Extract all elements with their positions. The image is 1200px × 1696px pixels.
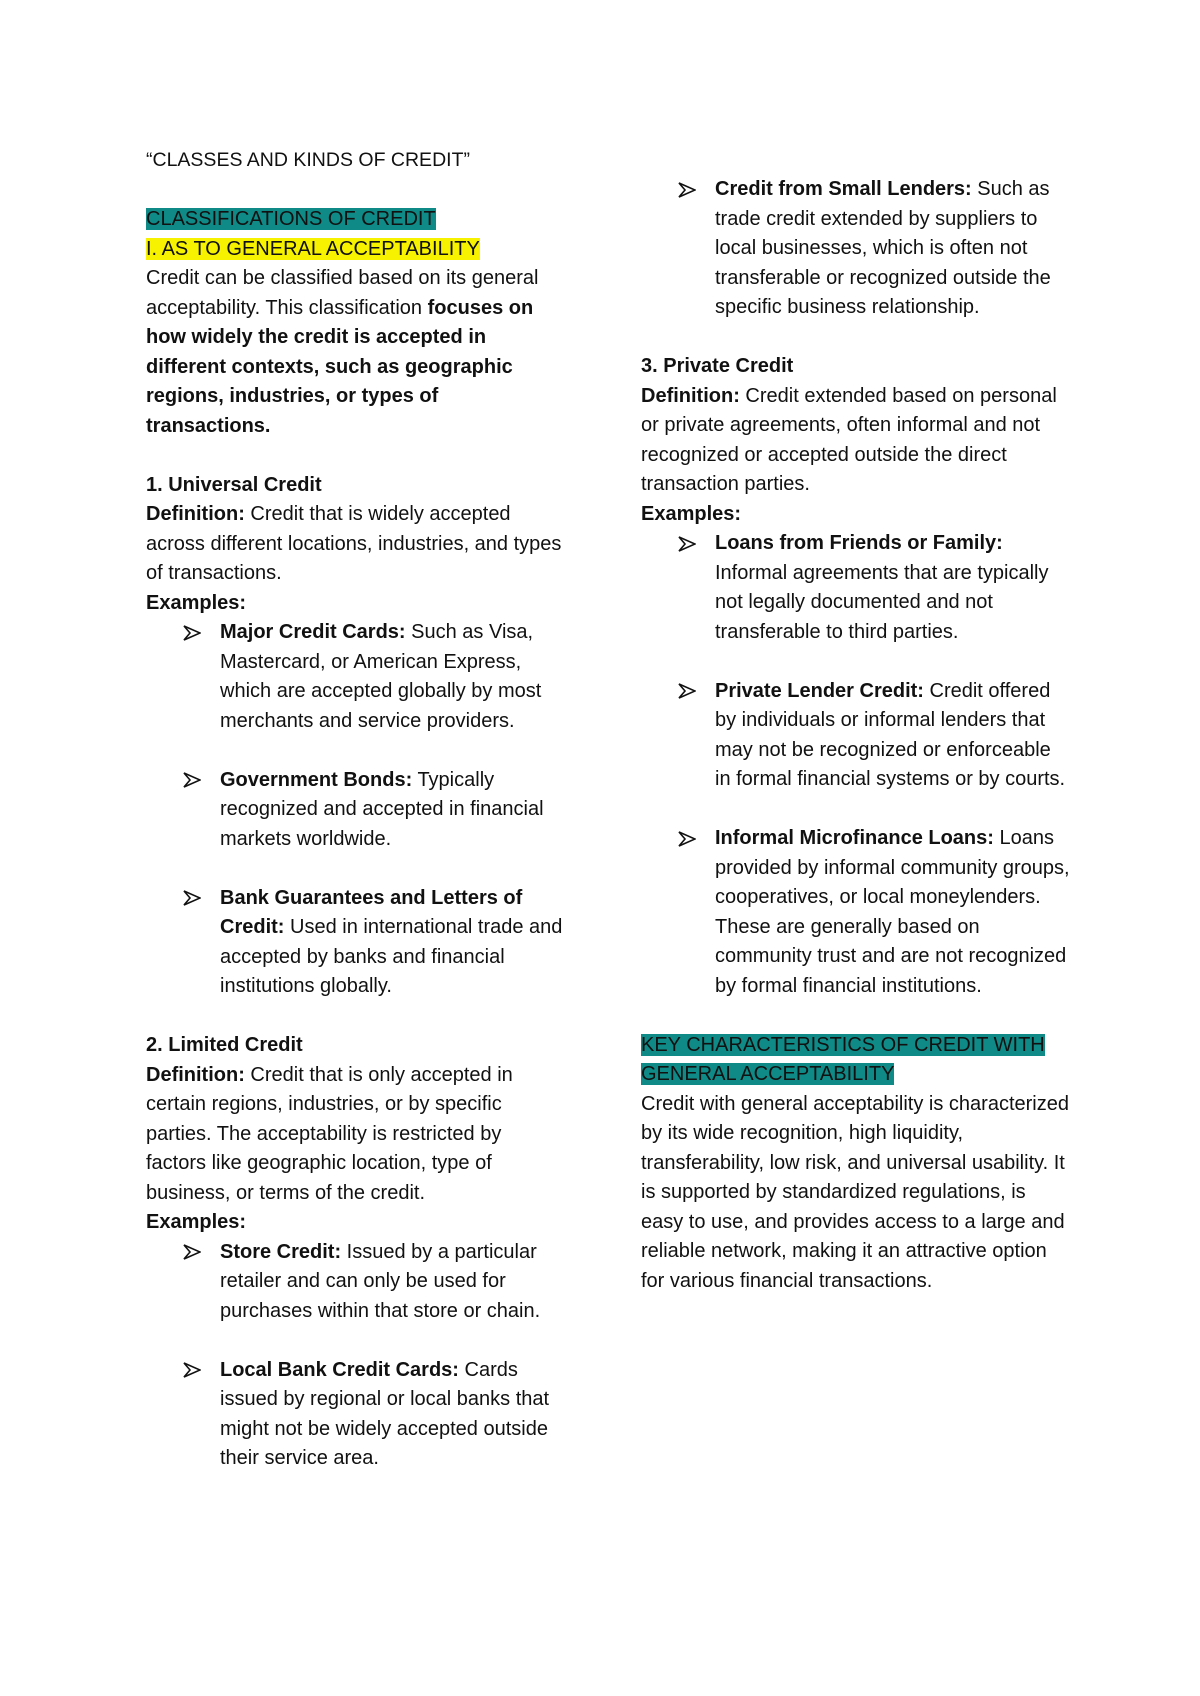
intro-paragraph [146, 264, 566, 441]
example-label: Store Credit: [220, 1240, 342, 1263]
example-label: Private Lender Credit: [715, 679, 924, 702]
key-characteristics-heading [641, 1031, 1071, 1090]
universal-definition-label: Definition: [146, 503, 245, 525]
universal-examples-label: Examples: [146, 591, 247, 614]
private-definition-text: Credit extended based on personal or private agreements, often informal and not recognized or accepted outside the direct transaction parties. [641, 384, 1057, 495]
right-column [641, 175, 1071, 1296]
example-text: Such as Visa, Mastercard, or American Express, which are accepted globally by most merchants and service providers. [220, 621, 542, 732]
limited-definition-text: Credit that is only accepted in certain regions, industries, or by specific parties. The acceptability is restricted by factors like geographic location, type of business, or terms of the credit. [146, 1063, 513, 1204]
list-item [146, 766, 566, 855]
limited-credit-heading: 2. Limited Credit [146, 1034, 303, 1056]
section-one-heading-text: I. AS TO GENERAL ACCEPTABILITY [146, 237, 480, 260]
list-item [641, 529, 1071, 647]
intro-bold-text: focuses on how widely the credit is accepted in different contexts, such as geographic regions, industries, or types of transactions. [146, 296, 534, 437]
example-text: Used in international trade and accepted by banks and financial institutions globally. [220, 916, 563, 997]
universal-examples-list [146, 618, 566, 1002]
example-text: Cards issued by regional or local banks that might not be widely accepted outside their service area. [220, 1358, 550, 1469]
universal-definition [146, 500, 566, 589]
key-characteristics-heading-text: KEY CHARACTERISTICS OF CREDIT WITH GENERAL ACCEPTABILITY [641, 1033, 1045, 1085]
section-one-heading [146, 235, 566, 265]
list-item [641, 175, 1071, 323]
example-label: Government Bonds: [220, 768, 413, 791]
example-label: Informal Microfinance Loans: [715, 827, 994, 849]
example-label: Bank Guarantees and Letters of Credit: [220, 886, 523, 938]
arrow-bullet-icon [183, 884, 205, 914]
list-item [146, 884, 566, 1002]
list-item [641, 824, 1071, 1001]
arrow-bullet-icon [678, 677, 700, 707]
example-label: Credit from Small Lenders: [715, 178, 972, 200]
arrow-bullet-icon [183, 1356, 205, 1386]
example-label: Local Bank Credit Cards: [220, 1358, 459, 1381]
limited-examples-list-continued [641, 175, 1071, 323]
example-text: Typically recognized and accepted in financial markets worldwide. [220, 768, 544, 850]
example-text: Issued by a particular retailer and can only be used for purchases within that store or chain. [220, 1240, 541, 1322]
limited-definition [146, 1061, 566, 1209]
list-item [146, 1238, 566, 1327]
list-item [146, 1356, 566, 1474]
list-item [146, 618, 566, 736]
example-label: Loans from Friends or Family: [715, 532, 1003, 554]
arrow-bullet-icon [183, 618, 205, 648]
classifications-heading-text: CLASSIFICATIONS OF CREDIT [146, 208, 436, 230]
private-examples-label: Examples: [641, 502, 742, 525]
private-definition-label: Definition: [641, 384, 740, 407]
example-text: Such as trade credit extended by suppliers to local businesses, which is often not transferable or recognized outside the specific business relationship. [715, 178, 1051, 318]
limited-definition-label: Definition: [146, 1063, 245, 1086]
left-column [146, 146, 566, 1474]
arrow-bullet-icon [678, 175, 700, 205]
private-definition [641, 382, 1071, 500]
limited-examples-label: Examples: [146, 1211, 247, 1233]
arrow-bullet-icon [678, 529, 700, 559]
example-label: Major Credit Cards: [220, 621, 406, 643]
document-title: “CLASSES AND KINDS OF CREDIT” [146, 149, 470, 171]
example-text: Credit offered by individuals or informal lenders that may not be recognized or enforceable in formal financial systems or by courts. [715, 679, 1066, 790]
intro-normal-text: Credit can be classified based on its general acceptability. This classification [146, 267, 539, 319]
universal-credit-heading: 1. Universal Credit [146, 473, 322, 496]
example-text: Loans provided by informal community groups, cooperatives, or local moneylenders. These are generally based on community trust and are not recognized by formal financial institutions. [715, 827, 1070, 997]
universal-definition-text: Credit that is widely accepted across different locations, industries, and types of transactions. [146, 503, 562, 584]
key-characteristics-text: Credit with general acceptability is characterized by its wide recognition, high liquidity, transferability, low risk, and universal usability. It is supported by standardized regulations, is easy to use, and provides access to a large and reliable network, making it an attractive option for various financial transactions. [641, 1092, 1069, 1292]
arrow-bullet-icon [183, 1238, 205, 1268]
arrow-bullet-icon [183, 766, 205, 796]
example-text: Informal agreements that are typically not legally documented and not transferable to third parties. [715, 561, 1049, 643]
list-item [641, 677, 1071, 795]
arrow-bullet-icon [678, 824, 700, 854]
private-examples-list [641, 529, 1071, 1001]
private-credit-heading: 3. Private Credit [641, 355, 794, 377]
limited-examples-list [146, 1238, 566, 1474]
classifications-heading [146, 205, 566, 235]
